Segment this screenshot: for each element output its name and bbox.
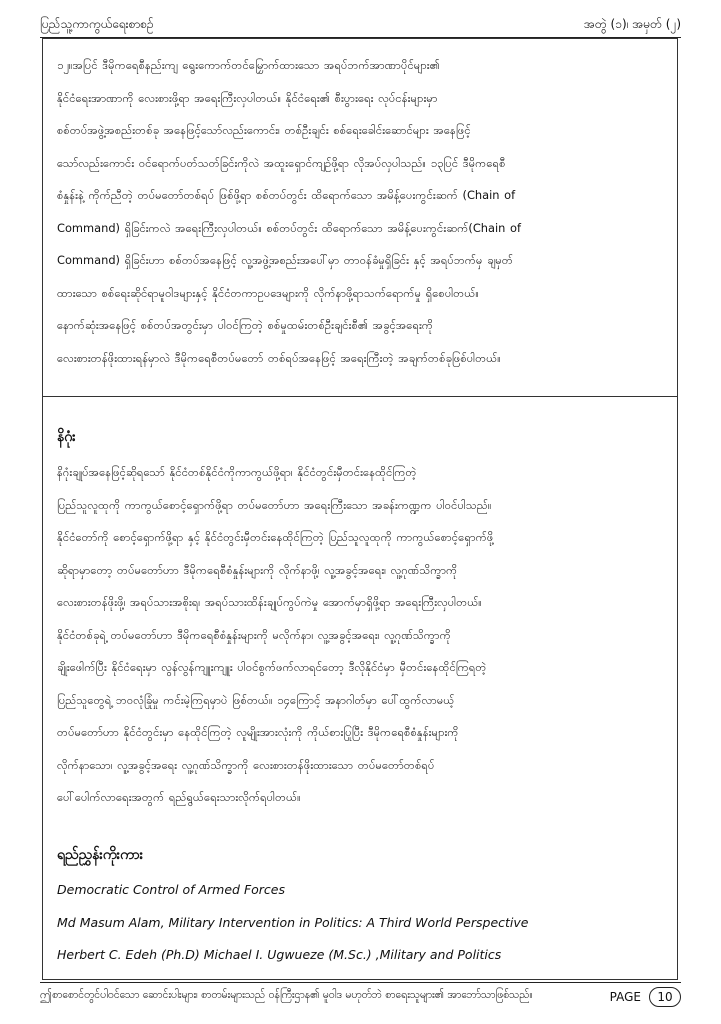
page-number-badge: 10 xyxy=(649,987,681,1007)
footer-disclaimer: ဤစာစောင်တွင်ပါဝင်သော ဆောင်းပါးများ၊ စာတမ်းများသည် ဝန်ကြီးဌာန၏ မူဝါဒ မဟုတ်ဘဲ စာရေးသူများ၏ အာဘော်သာဖြစ်သည်။ xyxy=(40,989,533,1001)
bordered-paragraph-box xyxy=(43,39,677,397)
conclusion-paragraph: နိဂုံးချုပ်အနေဖြင့်ဆိုရသော် နိုင်ငံတစ်နိုင်ငံကိုကာကွယ်ဖို့ရာ၊ နိုင်ငံတွင်းမှီတင်းနေထိုင်ကြတဲ့ ပြည်သူလူထုကို ကာကွယ်စောင့်ရှောက်ဖို့ရာ တပ်မတော်ဟာ အရေးကြီးသော အခန်းကဏ္ဍက ပါဝင်ပါသည်။ နိုင်ငံတော်ကို စောင့်ရှောက်ဖို့ရာ နှင့် နိုင်ငံတွင်းမှီတင်းနေထိုင်ကြတဲ့ ပြည်သူလူထုကို ကာကွယ်စောင့်ရှောက်ဖို့ ဆိုရာမှာတော့ တပ်မတော်ဟာ ဒီမိုကရေစီစံနှုန်းများကို လိုက်နာဖို့၊ လူ့အခွင့်အရေး၊ လူ့ဂုဏ်သိက္ခာကို လေးစားတန်ဖိုးဖို့၊ အရပ်သားအစိုးရ၊ အရပ်သားထိန်းချုပ်ကွပ်ကဲမှု အောက်မှာရှိဖို့ရာ အရေးကြီးလှပါတယ်။ နိုင်ငံတစ်ခုရဲ့ တပ်မတော်ဟာ ဒီမိုကရေစီစံနှုန်းများကို မလိုက်နာ၊ လူ့အခွင့်အရေး၊ လူ့ဂုဏ်သိက္ခာကို ချိုးဖေါက်ပြီး နိုင်ငံရေးမှာ လွန်လွန်ကျူးကျူး ပါဝင်စွက်ဖက်လာရင်တော့ ဒီလိုနိုင်ငံမှာ မှီတင်းနေထိုင်ကြရတဲ့ ပြည်သူတွေရဲ့ ဘဝလုံခြုံမှု ကင်းမဲ့ကြရမှာပဲ ဖြစ်တယ်။ ၁၄ကြောင့် အနာဂါတ်မှာ ပေါ်ထွက်လာမယ့် တပ်မတော်ဟာ နိုင်ငံတွင်းမှာ နေထိုင်ကြတဲ့ လူမျိုးအားလုံးကို ကိုယ်စားပြုပြီး ဒီမိုကရေစီစံနှုန်းများကို လိုက်နာသော၊ လူ့အခွင့်အရေး လူ့ဂုဏ်သိက္ခာကို လေးစားတန်ဖိုးထားသော တပ်မတော်တစ်ရပ် ပေါ်ပေါက်လာရေးအတွက် ရည်ရွယ်ရေးသားလိုက်ရပါတယ်။ xyxy=(57,465,494,804)
body-paragraph-1: ၁၂။အပြင် ဒီမိုကရေစီနည်းကျ ရွေးကောက်တင်မြှောက်ထားသော အရပ်ဘက်အာဏာပိုင်များ၏ နိုင်ငံရေးအာဏာကို လေးစားဖို့ရာ အရေးကြီးလှပါတယ်။ နိုင်ငံရေး၏ စီးပွားရေး လုပ်ငန်းများမှာ စစ်တပ်အဖွဲ့အစည်းတစ်ခု အနေဖြင့်သော်လည်းကောင်း၊ တစ်ဦးချင်း စစ်ရေးခေါင်းဆောင်များ အနေဖြင့် သော်လည်းကောင်း ဝင်ရောက်ပတ်သတ်ခြင်းကိုလဲ အထူးရှောင်ကျဉ်ဖို့ရာ လိုအပ်လှပါသည်။ ၁၃ပြင် ဒီမိုကရေစီ စံနှုန်းနဲ့ ကိုက်ညီတဲ့ တပ်မတော်တစ်ရပ် ဖြစ်ဖို့ရာ စစ်တပ်တွင်း ထိရောက်သော အမိန့်ပေးကွင်းဆက် (Chain of Command) ရှိခြင်းကလဲ အရေးကြီးလှပါတယ်။ စစ်တပ်တွင်း ထိရောက်သော အမိန့်ပေးကွင်းဆက်(Chain of Command) ရှိခြင်းဟာ စစ်တပ်အနေဖြင့် လူ့အဖွဲ့အစည်းအပေါ်မှာ တာဝန်ခံမှုရှိခြင်း နှင့် အရပ်ဘက်မှ ချမှတ် ထားသော စစ်ရေးဆိုင်ရာမူဝါဒများနှင့် နိုင်ငံတကာဥပဒေများကို လိုက်နာဖို့ရာသက်ရောက်မှု ရှိစေပါတယ်။ နောက်ဆုံးအနေဖြင့် စစ်တပ်အတွင်းမှာ ပါဝင်ကြတဲ့ စစ်မှုထမ်းတစ်ဦးချင်းစီ၏ အခွင့်အရေးကို လေးစားတန်ဖိုးထားရန်မှာလဲ ဒီမိုကရေစီတပ်မတော် တစ်ရပ်အနေဖြင့် အရေးကြီးတဲ့ အချက်တစ်ခုဖြစ်ပါတယ်။ xyxy=(57,58,521,365)
reference-item: Md Masum Alam, Military Intervention in Politics: A Third World Perspective xyxy=(57,914,529,930)
page-indicator xyxy=(610,987,681,1007)
references-heading: ရည်ညွှန်းကိုးကား xyxy=(57,847,144,863)
page-header xyxy=(40,8,681,38)
header-series-title: ပြည်သူ့ကာကွယ်ရေးစာစဉ် xyxy=(40,17,154,31)
reference-item: Herbert C. Edeh (Ph.D) Michael I. Ugwueze (M.Sc.) ,Military and Politics xyxy=(57,947,502,962)
conclusion-heading: နိဂုံး xyxy=(57,429,76,445)
conclusion-section xyxy=(57,427,663,814)
header-volume-number: အတွဲ (၁)၊ အမှတ် (၂) xyxy=(584,17,681,31)
page-label: PAGE xyxy=(609,989,641,1004)
reference-item: Democratic Control of Armed Forces xyxy=(57,882,286,897)
references-list xyxy=(57,874,663,972)
references-section xyxy=(57,845,663,866)
content-frame xyxy=(42,38,678,980)
page-footer xyxy=(40,982,681,1010)
